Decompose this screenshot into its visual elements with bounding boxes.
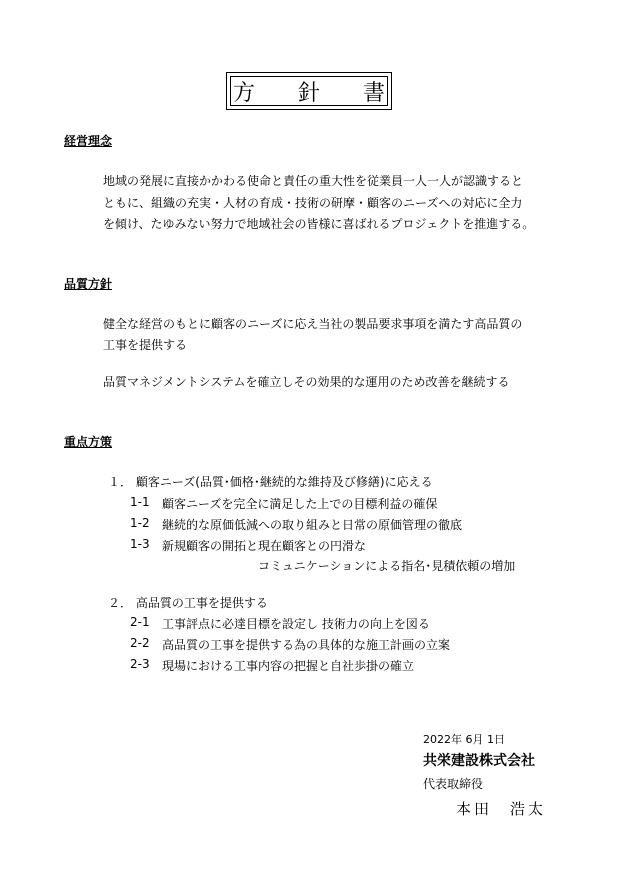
- title-box-inner: [230, 76, 403, 106]
- signature-name: 本田 浩太: [456, 800, 547, 818]
- sub-item-text: 新規顧客の開拓と現在顧客との円滑な: [162, 539, 367, 553]
- sub-item-text: 顧客ニーズを完全に満足した上での目標利益の確保: [162, 497, 438, 511]
- section-heading-priorities: 重点方策: [64, 435, 113, 449]
- quality-policy-line-2: 工事を提供する: [103, 338, 188, 352]
- sub-item-text: 高品質の工事を提供する為の具体的な施工計画の立案: [162, 638, 451, 652]
- sub-item-number: 2-1: [130, 615, 150, 629]
- sub-item-continuation: コミュニケーションによる指名･見積依頼の増加: [258, 559, 516, 573]
- sub-item-number: 1-2: [130, 516, 150, 530]
- philosophy-line-2: ともに、組織の充実・人材の育成・技術の研摩・顧客のニーズへの対応に全力: [103, 196, 523, 210]
- document-title: 方 針 書: [233, 80, 403, 106]
- sub-item-text: 現場における工事内容の把握と自社歩掛の確立: [162, 659, 415, 673]
- sub-item-number: 2-3: [130, 657, 150, 671]
- priority-item-2-title: ２． 高品質の工事を提供する: [108, 596, 268, 610]
- signature-position: 代表取締役: [423, 777, 484, 791]
- sub-item-text: 工事評点に必達目標を設定し 技術力の向上を図る: [162, 617, 430, 631]
- sub-item-text: 継続的な原価低減への取り組みと日常の原価管理の徹底: [162, 518, 463, 532]
- philosophy-line-3: を傾け、たゆみない努力で地域社会の皆様に喜ばれるプロジェクトを推進する。: [103, 217, 535, 231]
- sub-item-number: 1-1: [130, 495, 150, 509]
- priority-item-1-title: １． 顧客ニーズ(品質･価格･継続的な維持及び修繕)に応える: [108, 475, 433, 489]
- signature-company: 共栄建設株式会社: [423, 753, 535, 769]
- philosophy-line-1: 地域の発展に直接かかわる使命と責任の重大性を従業員一人一人が認識すると: [103, 174, 524, 188]
- section-heading-quality-policy: 品質方針: [64, 277, 113, 291]
- sub-item-number: 2-2: [130, 636, 150, 650]
- sub-item-number: 1-3: [130, 537, 150, 551]
- signature-date: 2022年 6月 1日: [423, 733, 505, 746]
- section-heading-philosophy: 経営理念: [64, 134, 113, 148]
- title-box: [226, 72, 403, 110]
- quality-policy-line-1: 健全な経営のもとに顧客のニーズに応え当社の製品要求事項を満たす高品質の: [103, 317, 523, 331]
- quality-policy-paragraph-2: 品質マネジメントシステムを確立しその効果的な運用のため改善を継続する: [103, 375, 510, 389]
